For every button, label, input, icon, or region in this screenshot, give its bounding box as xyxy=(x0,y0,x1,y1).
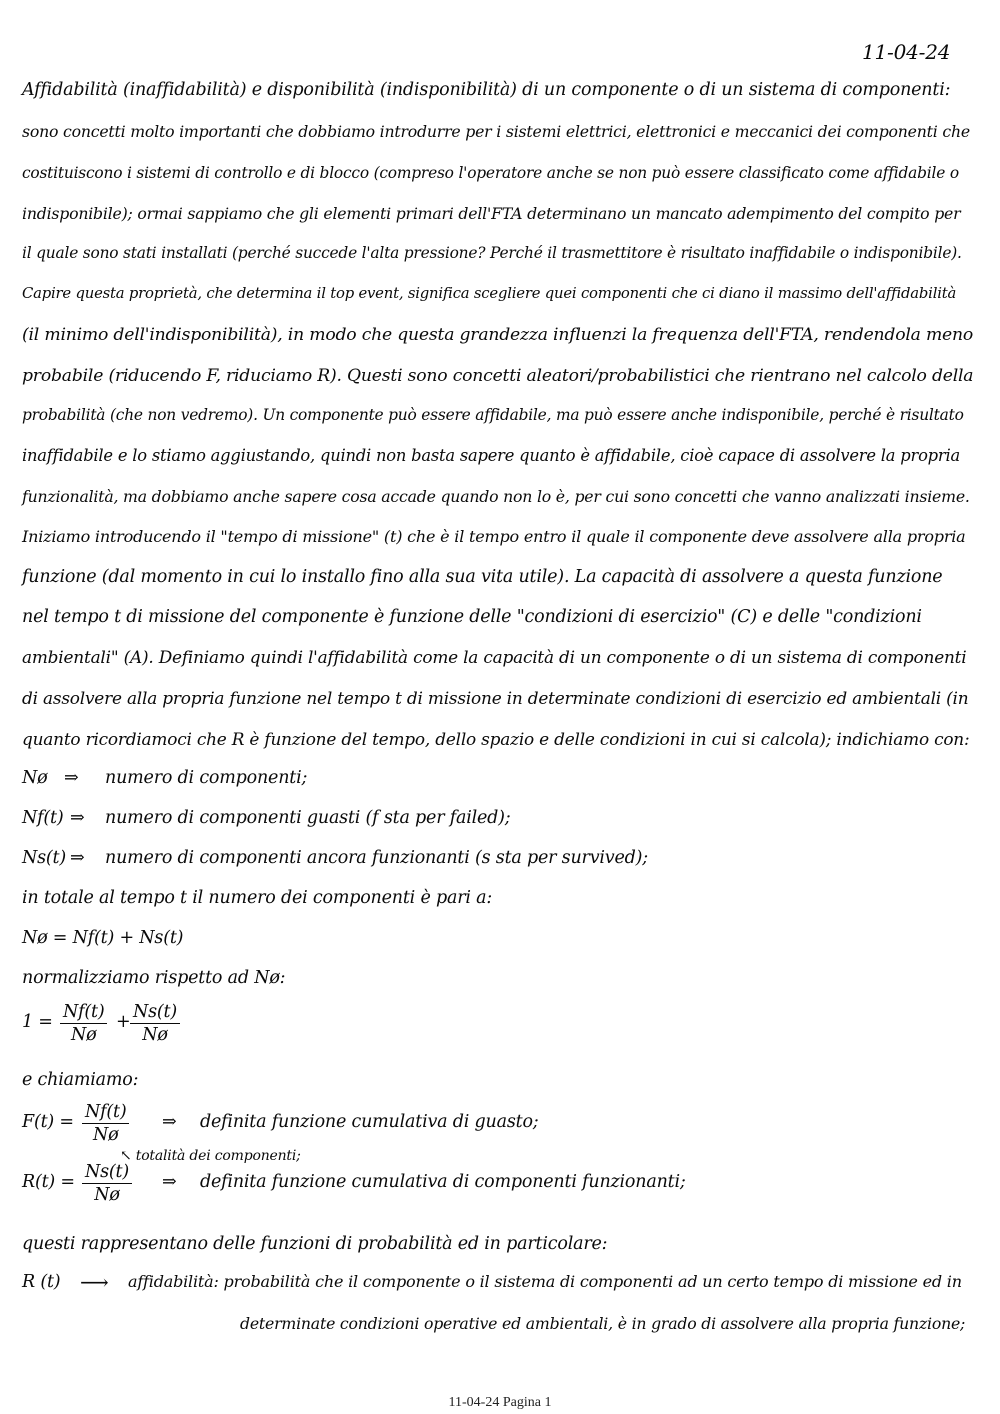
R-meaning-line2: determinate condizioni operative ed ambientali, è in grado di assolvere alla propria funzione; xyxy=(240,1314,966,1333)
def-ns-text: numero di componenti ancora funzionanti (s sta per survived); xyxy=(105,848,648,868)
paragraph-line: di assolvere alla propria funzione nel tempo t di missione in determinate condizioni di esercizio ed ambientali (in xyxy=(22,688,969,708)
R-meaning-arrow: ⟶ xyxy=(80,1270,109,1294)
def-nf-symbol: Nf(t) xyxy=(22,808,64,828)
R-def-lhs: R(t) = xyxy=(22,1172,75,1192)
paragraph-line: funzionalità, ma dobbiamo anche sapere cosa accade quando non lo è, per cui sono concetti che vanno analizzati insieme. xyxy=(22,487,970,506)
paragraph-line: inaffidabile e lo stiamo aggiustando, quindi non basta sapere quanto è affidabile, cioè capace di assolvere la propria xyxy=(22,446,960,465)
eq2-plus: + xyxy=(116,1012,131,1032)
def-nf-text: numero di componenti guasti (f sta per failed); xyxy=(105,808,511,828)
page-footer: 11-04-24 Pagina 1 xyxy=(448,1395,552,1410)
normalize-line: normalizziamo rispetto ad Nø: xyxy=(22,968,286,988)
def-n0-symbol: Nø xyxy=(22,768,48,788)
paragraph-line: sono concetti molto importanti che dobbiamo introdurre per i sistemi elettrici, elettronici e meccanici dei componenti che xyxy=(22,122,970,141)
paragraph-line: nel tempo t di missione del componente è funzione delle "condizioni di esercizio" (C) e delle "condizioni xyxy=(22,607,922,627)
R-def-text: definita funzione cumulativa di componenti funzionanti; xyxy=(200,1172,686,1192)
paragraph-line: Capire questa proprietà, che determina il top event, significa scegliere quei componenti che ci diano il massimo dell'affidabilità xyxy=(22,285,957,302)
def-n0-text: numero di componenti; xyxy=(105,768,308,788)
equation-total: Nø = Nf(t) + Ns(t) xyxy=(22,928,184,948)
F-def-lhs: F(t) = xyxy=(22,1112,74,1132)
paragraph-line: ambientali" (A). Definiamo quindi l'affidabilità come la capacità di un componente o di un sistema di componenti xyxy=(22,647,967,667)
def-ns-symbol: Ns(t) xyxy=(22,848,66,868)
eq2-fraction-failed-num: Nf(t) xyxy=(60,1002,107,1024)
R-meaning-line1: affidabilità: probabilità che il componente o il sistema di componenti ad un certo tempo di missione ed in xyxy=(128,1272,962,1291)
F-def-text: definita funzione cumulativa di guasto; xyxy=(200,1112,539,1132)
R-def-den: Nø xyxy=(94,1185,120,1205)
def-n0-arrow: ⇒ xyxy=(64,768,79,788)
paragraph-line: quanto ricordiamoci che R è funzione del tempo, dello spazio e delle condizioni in cui si calcola); indichiamo con: xyxy=(22,729,970,749)
R-def-arrow: ⇒ xyxy=(162,1172,177,1192)
paragraph-line: probabilità (che non vedremo). Un componente può essere affidabile, ma può essere anche indisponibile, perché è risultato xyxy=(22,406,964,424)
F-def-num: Nf(t) xyxy=(82,1102,129,1124)
call-line: e chiamiamo: xyxy=(22,1070,139,1090)
eq2-fraction-failed-den: Nø xyxy=(71,1025,97,1045)
eq2-fraction-survived-num: Ns(t) xyxy=(130,1002,180,1024)
F-def-fraction xyxy=(82,1102,129,1145)
paragraph-line: probabile (riducendo F, riduciamo R). Questi sono concetti aleatori/probabilistici che rientrano nel calcolo della xyxy=(22,366,974,386)
represent-line: questi rappresentano delle funzioni di probabilità ed in particolare: xyxy=(22,1234,608,1254)
paragraph-line: Iniziamo introducendo il "tempo di missione" (t) che è il tempo entro il quale il componente deve assolvere alla propria xyxy=(22,527,966,546)
eq2-fraction-failed xyxy=(60,1002,107,1045)
annotation-note: ↖ totalità dei componenti; xyxy=(120,1148,301,1164)
def-nf-arrow: ⇒ xyxy=(70,808,85,828)
paragraph-line: funzione (dal momento in cui lo installo fino alla sua vita utile). La capacità di assolvere a questa funzione xyxy=(22,567,943,587)
R-def-fraction xyxy=(82,1162,132,1205)
paragraph-line: (il minimo dell'indisponibilità), in modo che questa grandezza influenzi la frequenza dell'FTA, rendendola meno xyxy=(22,325,974,345)
page-date: 11-04-24 xyxy=(862,40,951,64)
paragraph-line: indisponibile); ormai sappiamo che gli elementi primari dell'FTA determinano un mancato adempimento del compito per xyxy=(22,204,961,223)
eq2-fraction-survived-den: Nø xyxy=(142,1025,168,1045)
paragraph-line: costituiscono i sistemi di controllo e di blocco (compreso l'operatore anche se non può essere classificato come affidabile o xyxy=(22,164,959,182)
paragraph-line: Affidabilità (inaffidabilità) e disponibilità (indisponibilità) di un componente o di un sistema di componenti: xyxy=(22,80,951,100)
F-def-den: Nø xyxy=(93,1125,119,1145)
R-meaning-symbol: R (t) xyxy=(22,1272,61,1292)
F-def-arrow: ⇒ xyxy=(162,1112,177,1132)
total-line: in totale al tempo t il numero dei componenti è pari a: xyxy=(22,888,493,908)
paragraph-line: il quale sono stati installati (perché succede l'alta pressione? Perché il trasmettitore è risultato inaffidabile o indisponibile). xyxy=(22,244,962,262)
def-ns-arrow: ⇒ xyxy=(70,848,85,868)
eq2-lhs: 1 = xyxy=(22,1012,53,1032)
eq2-fraction-survived xyxy=(130,1002,180,1045)
R-def-num: Ns(t) xyxy=(82,1162,132,1184)
